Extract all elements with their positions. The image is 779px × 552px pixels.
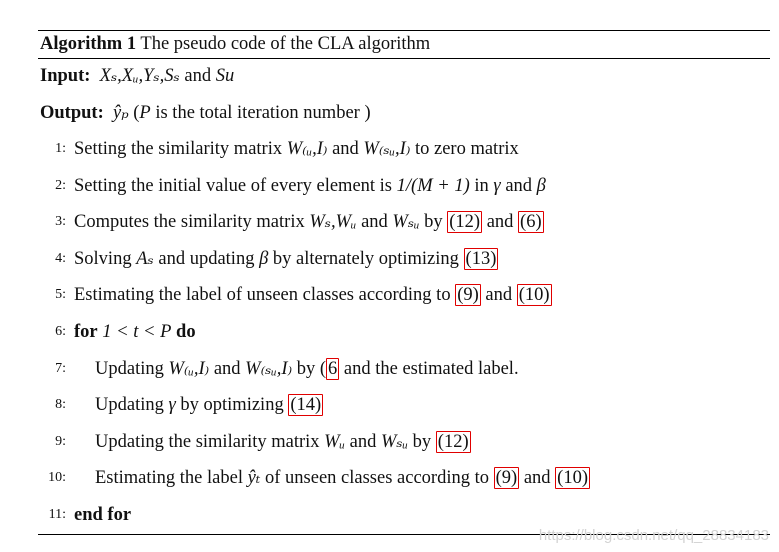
- equation-reference-link[interactable]: (14): [290, 395, 322, 416]
- equation-reference-link[interactable]: (12): [437, 431, 469, 452]
- output-paren: (: [133, 103, 140, 123]
- step-text: Computes the similarity matrix Wₛ,Wᵤ and Wₛᵤ by (12) and (6): [74, 212, 542, 233]
- input-last-variable: Su: [215, 66, 235, 86]
- step-3: [38, 204, 770, 241]
- output-label: Output:: [40, 103, 104, 123]
- equation-reference-link[interactable]: (10): [557, 468, 588, 489]
- input-and: and: [184, 66, 212, 86]
- input-variables: Xₛ,Xᵤ,Yₛ,Sₛ: [99, 66, 180, 86]
- equation-reference-link[interactable]: (12): [449, 212, 481, 233]
- step-text: for 1 < t < P do: [74, 321, 196, 342]
- step-number: 1:: [55, 141, 66, 156]
- step-5: [38, 277, 770, 314]
- step-number: 9:: [55, 433, 66, 449]
- step-text: Setting the similarity matrix W₍ᵤ,I₎ and W₍ₛᵤ,I₎ to zero matrix: [74, 139, 519, 159]
- step-number: 3:: [55, 214, 66, 230]
- step-text: Updating W₍ᵤ,I₎ and W₍ₛᵤ,I₎ by ( 6 and the estimated label.: [95, 358, 519, 379]
- step-number: 4:: [55, 250, 66, 266]
- step-10: [38, 460, 770, 497]
- step-2: [38, 168, 770, 205]
- equation-reference-link[interactable]: (9): [495, 468, 518, 489]
- step-4: [38, 241, 770, 278]
- step-text: Updating the similarity matrix Wᵤ and Wₛᵤ by (12): [95, 431, 469, 452]
- algorithm-header: [38, 31, 770, 58]
- input-label: Input:: [40, 66, 91, 86]
- algorithm-title: The pseudo code of the CLA algorithm: [140, 34, 431, 54]
- algorithm-box: [38, 30, 770, 535]
- step-1: [38, 131, 770, 168]
- equation-reference-link[interactable]: (6): [520, 212, 542, 233]
- watermark: https://blog.csdn.net/qq_28834183: [538, 527, 769, 544]
- step-number: 6:: [55, 323, 66, 339]
- step-text: Estimating the label ŷₜ of unseen classes according to (9) and (10): [95, 468, 588, 489]
- output-note-variable: P: [139, 103, 151, 123]
- keyword-do: do: [176, 321, 196, 342]
- step-number: 11:: [48, 506, 66, 522]
- equation-reference-link[interactable]: (9): [457, 285, 479, 306]
- equation-reference-link[interactable]: (10): [518, 285, 550, 306]
- step-number: 8:: [55, 397, 66, 413]
- step-text: Estimating the label of unseen classes according to (9) and (10): [74, 285, 550, 306]
- step-number: 5:: [55, 287, 66, 303]
- step-text: [74, 497, 131, 534]
- step-text: Solving Aₛ and updating β by alternately optimizing (13): [74, 248, 497, 269]
- step-text: Updating γ by optimizing (14): [95, 395, 322, 416]
- step-9: [38, 424, 770, 461]
- output-variable: ŷₚ: [113, 103, 129, 123]
- algorithm-steps: [38, 131, 770, 534]
- output-line: [38, 95, 770, 131]
- algorithm-label: Algorithm 1: [40, 34, 137, 54]
- step-7: [38, 351, 770, 388]
- equation-reference-link[interactable]: (13): [465, 248, 497, 269]
- input-line: [38, 59, 770, 95]
- step-number: 10:: [48, 470, 66, 486]
- step-number: 2:: [55, 177, 66, 193]
- keyword-for: for: [74, 321, 98, 342]
- step-8: [38, 387, 770, 424]
- step-text: Setting the initial value of every element is 1/(M + 1) in γ and β: [74, 175, 546, 196]
- output-note: is the total iteration number ): [150, 103, 371, 123]
- equation-reference-link[interactable]: 6: [328, 358, 338, 379]
- step-6: [38, 314, 770, 351]
- keyword-end-for: end for: [74, 504, 132, 525]
- step-number: 7:: [55, 360, 66, 376]
